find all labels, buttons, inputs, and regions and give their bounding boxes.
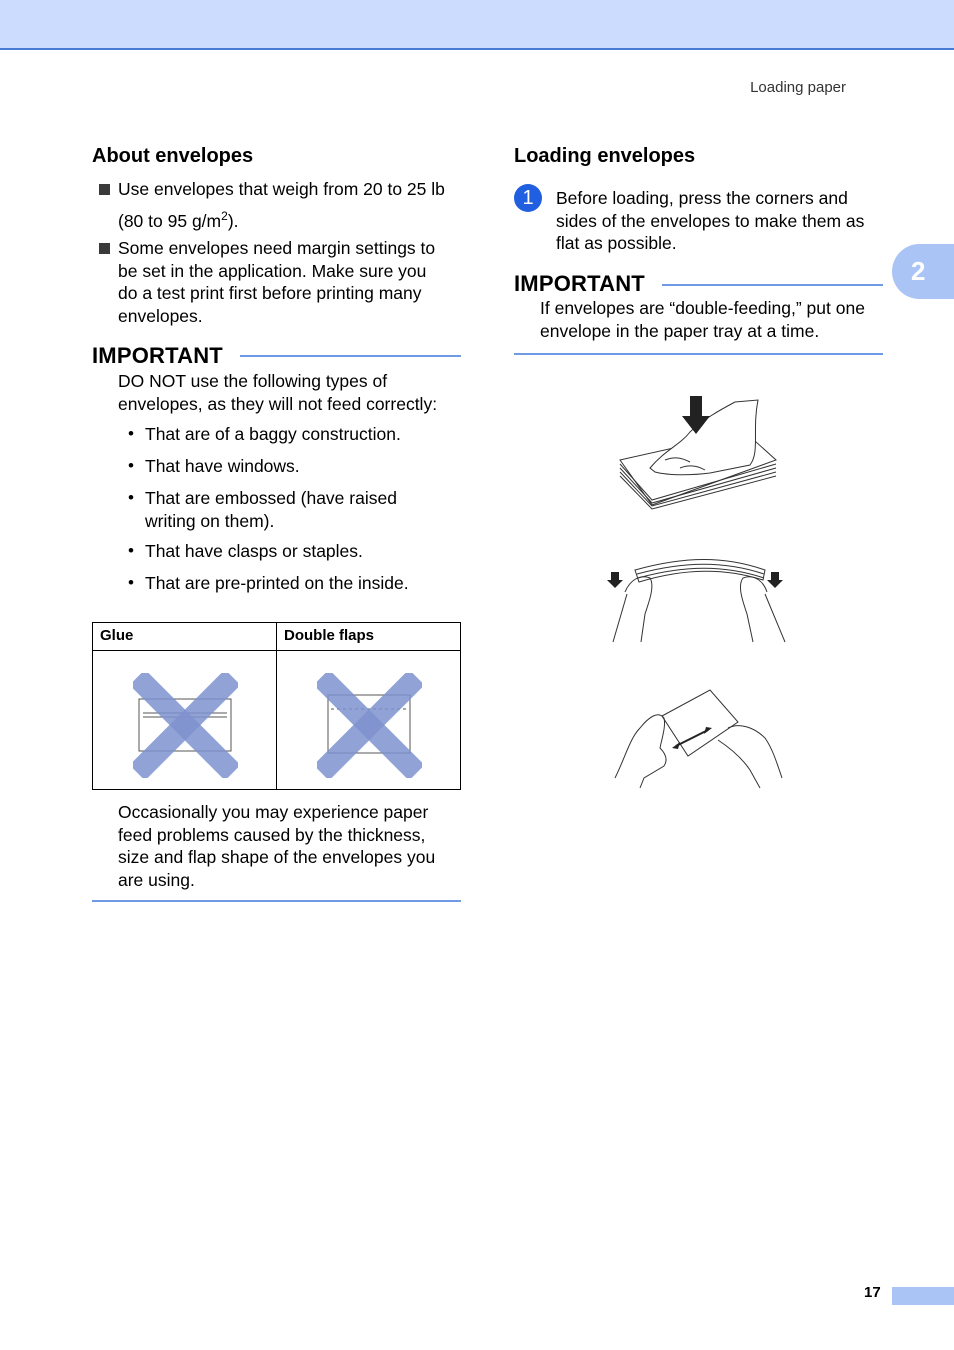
important-intro: DO NOT use the following types of envelopes, as they will not feed correctly:	[118, 371, 438, 414]
important-rule	[240, 355, 461, 357]
envelope-types-table	[92, 622, 461, 790]
important-note: If envelopes are “double-feeding,” put one envelope in the paper tray at a time.	[540, 298, 865, 341]
double-flap-envelope-crossed-icon	[317, 673, 422, 778]
step-instruction: Before loading, press the corners and sides of the envelopes to make them as flat as possible.	[556, 188, 865, 253]
bullet-weight: Use envelopes that weigh from 20 to 25 lb (80 to 95 $g/m^2$).	[118, 179, 445, 231]
square-bullet-icon	[99, 184, 110, 195]
important-outro: Occasionally you may experience paper feed problems caused by the thickness, size and flap shape of the envelopes you are using.	[118, 802, 436, 890]
table-header-double-flaps: Double flaps	[284, 627, 375, 644]
important-rule	[662, 284, 883, 286]
important-heading: IMPORTANT	[92, 343, 223, 368]
bullet-margin: Some envelopes need margin settings to be set in the application. Make sure you do a test print first before printing many envelopes.	[118, 238, 436, 326]
about-envelopes-heading: About envelopes	[92, 145, 254, 167]
list-item: That are of a baggy construction.	[145, 424, 401, 444]
flex-envelopes-illustration	[605, 552, 790, 647]
page-tab	[892, 1287, 954, 1305]
step-number-icon: 1	[514, 184, 542, 212]
list-item: That have clasps or staples.	[145, 541, 363, 561]
list-item: That are embossed (have raised writing on them).	[145, 488, 397, 531]
list-item: That are pre-printed on the inside.	[145, 573, 409, 593]
glue-envelope-crossed-icon	[133, 673, 238, 778]
list-item: That have windows.	[145, 456, 300, 476]
loading-envelopes-heading: Loading envelopes	[514, 145, 696, 167]
important-end-rule	[92, 900, 461, 902]
chapter-number: 2	[911, 256, 926, 286]
header-band	[0, 0, 954, 50]
square-bullet-icon	[99, 243, 110, 254]
important-heading: IMPORTANT	[514, 271, 645, 296]
press-envelope-stack-illustration	[610, 390, 790, 515]
page-number: 17	[864, 1284, 881, 1301]
chapter-tab	[892, 244, 954, 299]
table-header-glue: Glue	[100, 627, 134, 644]
smooth-envelope-edges-illustration	[610, 688, 790, 793]
running-head: Loading paper	[750, 79, 846, 96]
important-end-rule	[514, 353, 883, 355]
